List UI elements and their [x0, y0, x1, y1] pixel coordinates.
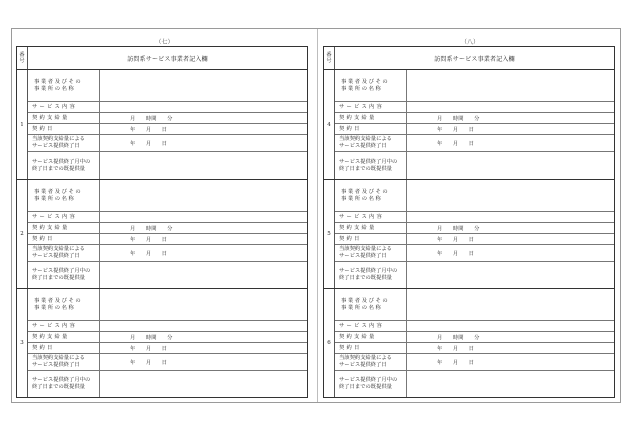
provider-name-field[interactable] — [100, 70, 307, 101]
service-row — [335, 321, 614, 332]
table-title: 訪問系サービス事業者記入欄 — [434, 55, 515, 63]
table-header — [17, 47, 307, 70]
end-date-label: 当該契約支給量による サービス提供終了日 — [335, 135, 407, 151]
contract-date-field[interactable]: 年 月 日 — [130, 237, 168, 243]
amount-field[interactable]: 月 時間 分 — [437, 226, 480, 232]
contract-date-field[interactable]: 年 月 日 — [437, 346, 475, 352]
end-date-row — [28, 245, 307, 262]
amount-field[interactable]: 月 時間 分 — [130, 116, 173, 122]
provider-name-row — [335, 180, 614, 212]
end-date-label: 当該契約支給量による サービス提供終了日 — [28, 354, 100, 370]
end-date-label: 当該契約支給量による サービス提供終了日 — [28, 135, 100, 151]
provided-amount-label: サービス提供終了月中の 終了日までの既提供量 — [335, 371, 407, 397]
provider-name-field[interactable] — [407, 180, 614, 211]
provided-amount-field[interactable] — [100, 152, 307, 179]
provided-amount-row — [28, 152, 307, 179]
amount-row — [28, 223, 307, 234]
provided-amount-label: サービス提供終了月中の 終了日までの既提供量 — [28, 152, 100, 179]
provider-name-field[interactable] — [100, 289, 307, 320]
end-date-label: 当該契約支給量による サービス提供終了日 — [335, 354, 407, 370]
service-label: サービス内容 — [28, 102, 100, 112]
provided-amount-row — [335, 262, 614, 288]
amount-label: 契約支給量 — [28, 332, 100, 342]
contract-date-field[interactable]: 年 月 日 — [437, 237, 475, 243]
service-field[interactable] — [407, 212, 614, 222]
end-date-field[interactable]: 年 月 日 — [130, 141, 168, 147]
provider-name-label: 事業者及びその 事業所の名称 — [28, 70, 100, 101]
amount-label: 契約支給量 — [28, 113, 100, 123]
provider-record-table — [16, 46, 308, 398]
provided-amount-row — [28, 371, 307, 397]
amount-field[interactable]: 月 時間 分 — [130, 226, 173, 232]
end-date-field[interactable]: 年 月 日 — [437, 360, 475, 366]
provider-entry-block — [17, 179, 307, 288]
service-label: サービス内容 — [335, 321, 407, 331]
provided-amount-field[interactable] — [407, 262, 614, 288]
end-date-label: 当該契約支給量による サービス提供終了日 — [28, 245, 100, 261]
service-field[interactable] — [100, 102, 307, 112]
provider-name-label: 事業者及びその 事業所の名称 — [28, 289, 100, 320]
contract-date-row — [335, 124, 614, 135]
provided-amount-label: サービス提供終了月中の 終了日までの既提供量 — [28, 371, 100, 397]
page-number-label: （七） — [155, 39, 174, 46]
contract-date-row — [28, 234, 307, 245]
end-date-field[interactable]: 年 月 日 — [437, 251, 475, 257]
contract-date-label: 契約日 — [28, 124, 100, 134]
amount-label: 契約支給量 — [335, 332, 407, 342]
entry-number: 5 — [324, 180, 335, 288]
end-date-field[interactable]: 年 月 日 — [130, 360, 168, 366]
end-date-field[interactable]: 年 月 日 — [437, 141, 475, 147]
service-row — [335, 102, 614, 113]
end-date-row — [335, 245, 614, 262]
service-field[interactable] — [100, 212, 307, 222]
provider-record-table — [323, 46, 615, 398]
provider-name-row — [28, 70, 307, 102]
amount-field[interactable]: 月 時間 分 — [130, 335, 173, 341]
page-left — [12, 29, 317, 402]
contract-date-label: 契約日 — [28, 234, 100, 244]
service-row — [28, 212, 307, 223]
contract-date-field[interactable]: 年 月 日 — [437, 127, 475, 133]
provider-entry-block — [324, 70, 614, 179]
provider-entry-block — [324, 179, 614, 288]
service-field[interactable] — [407, 102, 614, 112]
provider-name-label: 事業者及びその 事業所の名称 — [28, 180, 100, 211]
provider-name-row — [28, 289, 307, 321]
service-label: サービス内容 — [28, 212, 100, 222]
amount-row — [335, 113, 614, 124]
entry-number: 6 — [324, 289, 335, 397]
service-label: サービス内容 — [335, 102, 407, 112]
provider-name-field[interactable] — [100, 180, 307, 211]
provided-amount-row — [335, 371, 614, 397]
contract-date-field[interactable]: 年 月 日 — [130, 127, 168, 133]
end-date-row — [28, 354, 307, 371]
amount-label: 契約支給量 — [28, 223, 100, 233]
provider-name-label: 事業者及びその 事業所の名称 — [335, 289, 407, 320]
end-date-label: 当該契約支給量による サービス提供終了日 — [335, 245, 407, 261]
provided-amount-label: サービス提供終了月中の 終了日までの既提供量 — [335, 152, 407, 179]
end-date-row — [335, 135, 614, 152]
number-column-header: 番 号 — [17, 47, 28, 69]
service-label: サービス内容 — [28, 321, 100, 331]
entry-number: 2 — [17, 180, 28, 288]
provider-entry-block — [324, 288, 614, 397]
contract-date-label: 契約日 — [28, 343, 100, 353]
service-row — [335, 212, 614, 223]
provider-name-label: 事業者及びその 事業所の名称 — [335, 70, 407, 101]
amount-row — [28, 332, 307, 343]
provided-amount-field[interactable] — [407, 152, 614, 179]
service-row — [28, 321, 307, 332]
amount-label: 契約支給量 — [335, 113, 407, 123]
service-field[interactable] — [100, 321, 307, 331]
end-date-row — [335, 354, 614, 371]
provided-amount-label: サービス提供終了月中の 終了日までの既提供量 — [335, 262, 407, 288]
contract-date-field[interactable]: 年 月 日 — [130, 346, 168, 352]
service-field[interactable] — [407, 321, 614, 331]
amount-row — [335, 332, 614, 343]
end-date-field[interactable]: 年 月 日 — [130, 251, 168, 257]
contract-date-row — [28, 124, 307, 135]
amount-row — [28, 113, 307, 124]
provider-name-row — [335, 289, 614, 321]
certificate-spread — [11, 28, 621, 403]
service-row — [28, 102, 307, 113]
entry-number: 1 — [17, 70, 28, 179]
contract-date-label: 契約日 — [335, 343, 407, 353]
amount-row — [335, 223, 614, 234]
table-title: 訪問系サービス事業者記入欄 — [127, 55, 208, 63]
provider-name-field[interactable] — [407, 289, 614, 320]
provider-name-row — [335, 70, 614, 102]
page-right — [318, 29, 622, 402]
contract-date-row — [28, 343, 307, 354]
table-header — [324, 47, 614, 70]
amount-field[interactable]: 月 時間 分 — [437, 335, 480, 341]
entry-number: 4 — [324, 70, 335, 179]
provider-name-field[interactable] — [407, 70, 614, 101]
provided-amount-label: サービス提供終了月中の 終了日までの既提供量 — [28, 262, 100, 288]
entry-number: 3 — [17, 289, 28, 397]
provider-entry-block — [17, 70, 307, 179]
provided-amount-row — [335, 152, 614, 179]
provided-amount-field[interactable] — [100, 371, 307, 397]
provided-amount-field[interactable] — [100, 262, 307, 288]
number-column-header: 番 号 — [324, 47, 335, 69]
page-number-label: （八） — [460, 39, 479, 46]
contract-date-label: 契約日 — [335, 234, 407, 244]
provided-amount-field[interactable] — [407, 371, 614, 397]
amount-field[interactable]: 月 時間 分 — [437, 116, 480, 122]
amount-label: 契約支給量 — [335, 223, 407, 233]
provided-amount-row — [28, 262, 307, 288]
provider-entry-block — [17, 288, 307, 397]
contract-date-label: 契約日 — [335, 124, 407, 134]
provider-name-row — [28, 180, 307, 212]
contract-date-row — [335, 234, 614, 245]
provider-name-label: 事業者及びその 事業所の名称 — [335, 180, 407, 211]
end-date-row — [28, 135, 307, 152]
contract-date-row — [335, 343, 614, 354]
service-label: サービス内容 — [335, 212, 407, 222]
